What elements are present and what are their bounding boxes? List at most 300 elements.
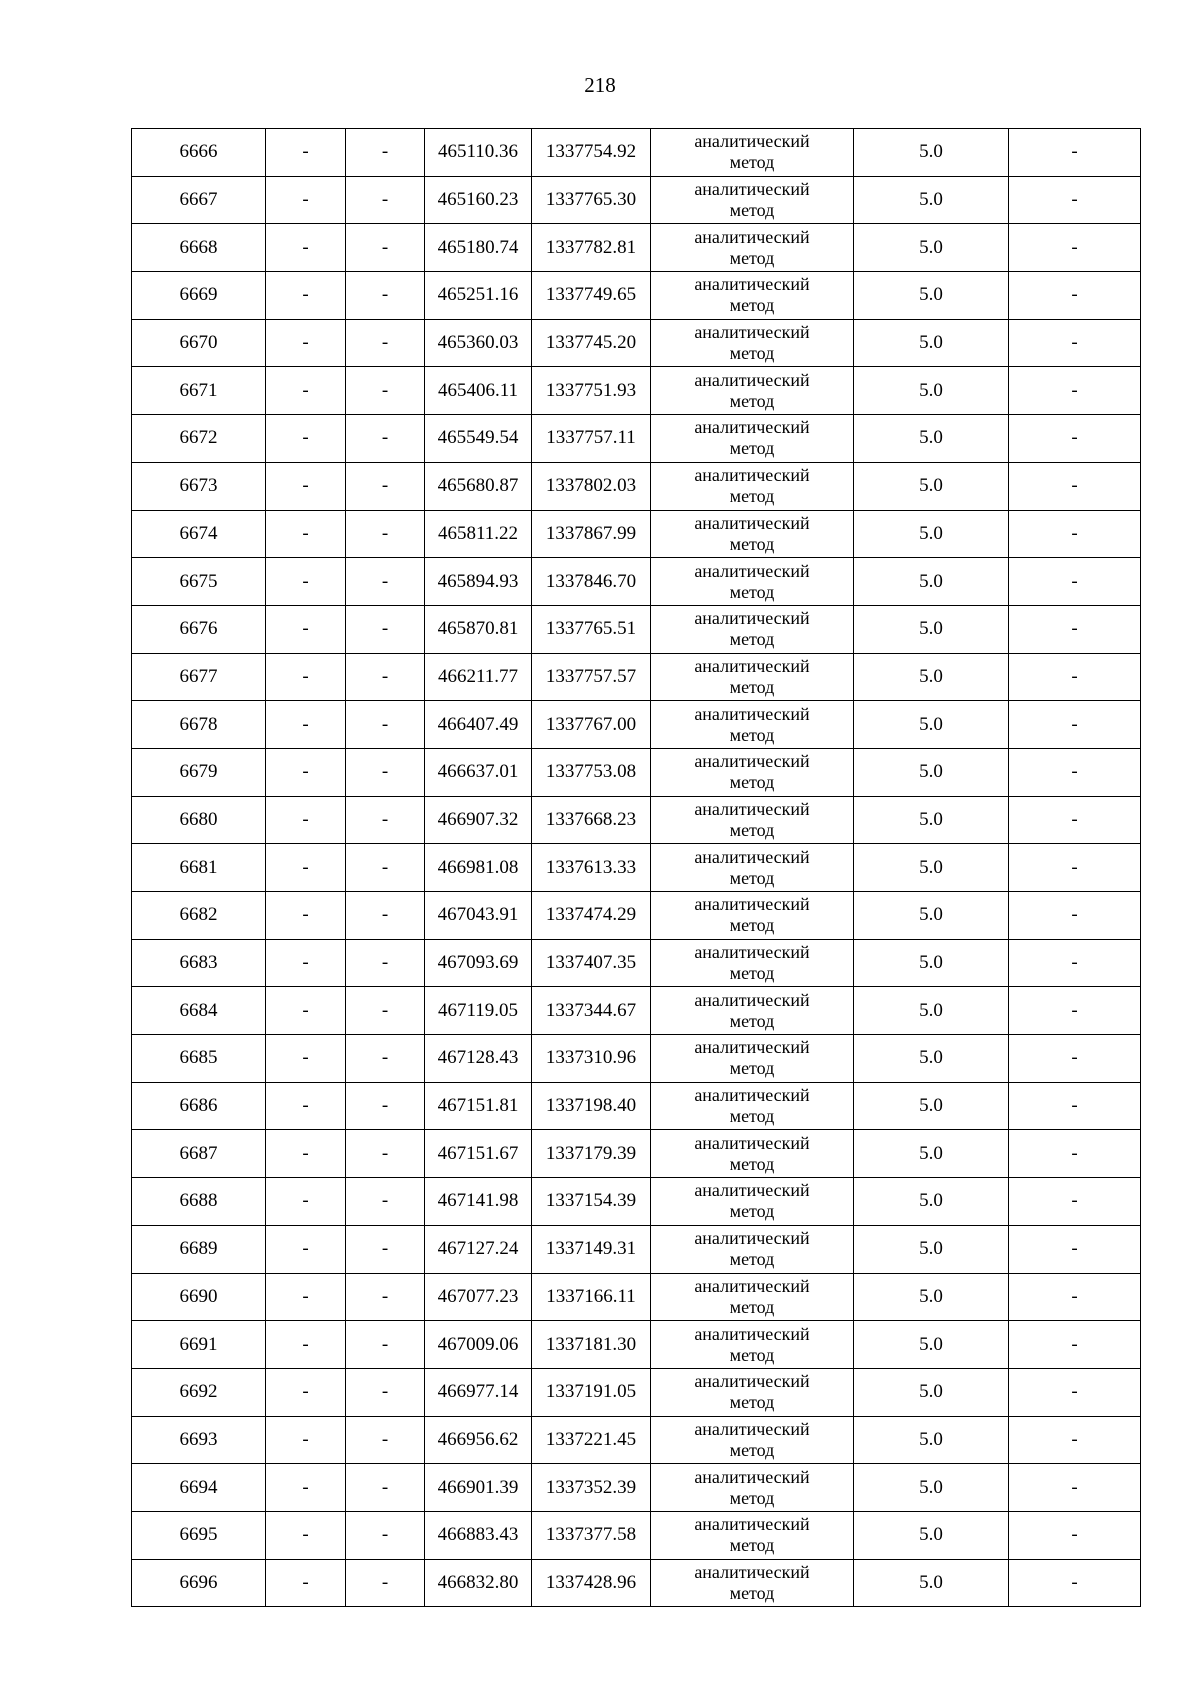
method-line: аналитический <box>694 846 810 867</box>
accuracy-cell: 5.0 <box>854 415 1009 463</box>
method-line: метод <box>729 629 775 650</box>
method-line: метод <box>729 581 775 602</box>
method-cell <box>651 1178 854 1226</box>
method-line: аналитический <box>694 1561 810 1582</box>
dash-cell: - <box>266 1368 346 1416</box>
table-row <box>132 605 1141 653</box>
x-coordinate-cell: 465110.36 <box>425 129 532 177</box>
dash-cell: - <box>266 796 346 844</box>
x-coordinate-cell: 465549.54 <box>425 415 532 463</box>
dash-cell: - <box>266 367 346 415</box>
accuracy-cell: 5.0 <box>854 939 1009 987</box>
dash-cell: - <box>266 844 346 892</box>
method-line: метод <box>729 1344 775 1365</box>
method-cell <box>651 1511 854 1559</box>
point-number-cell: 6667 <box>132 176 266 224</box>
x-coordinate-cell: 466981.08 <box>425 844 532 892</box>
dash-cell: - <box>1009 415 1141 463</box>
x-coordinate-cell: 467128.43 <box>425 1035 532 1083</box>
table-row <box>132 415 1141 463</box>
dash-cell: - <box>266 224 346 272</box>
point-number-cell: 6676 <box>132 605 266 653</box>
dash-cell: - <box>1009 844 1141 892</box>
dash-cell: - <box>266 129 346 177</box>
method-line: метод <box>729 676 775 697</box>
x-coordinate-cell: 465680.87 <box>425 462 532 510</box>
dash-cell: - <box>1009 1321 1141 1369</box>
method-line: метод <box>729 200 775 221</box>
method-cell <box>651 939 854 987</box>
method-line: аналитический <box>694 1371 810 1392</box>
y-coordinate-cell: 1337154.39 <box>532 1178 651 1226</box>
dash-cell: - <box>346 892 425 940</box>
table-row <box>132 796 1141 844</box>
accuracy-cell: 5.0 <box>854 653 1009 701</box>
x-coordinate-cell: 466407.49 <box>425 701 532 749</box>
method-line: метод <box>729 724 775 745</box>
dash-cell: - <box>1009 1225 1141 1273</box>
point-number-cell: 6692 <box>132 1368 266 1416</box>
method-line: аналитический <box>694 703 810 724</box>
accuracy-cell: 5.0 <box>854 1464 1009 1512</box>
y-coordinate-cell: 1337757.57 <box>532 653 651 701</box>
method-line: аналитический <box>694 560 810 581</box>
dash-cell: - <box>266 1130 346 1178</box>
point-number-cell: 6668 <box>132 224 266 272</box>
dash-cell: - <box>266 462 346 510</box>
y-coordinate-cell: 1337474.29 <box>532 892 651 940</box>
dash-cell: - <box>346 605 425 653</box>
dash-cell: - <box>1009 510 1141 558</box>
accuracy-cell: 5.0 <box>854 796 1009 844</box>
accuracy-cell: 5.0 <box>854 1321 1009 1369</box>
method-line: метод <box>729 1487 775 1508</box>
accuracy-cell: 5.0 <box>854 1130 1009 1178</box>
accuracy-cell: 5.0 <box>854 129 1009 177</box>
method-line: метод <box>729 486 775 507</box>
method-cell <box>651 1035 854 1083</box>
method-cell <box>651 748 854 796</box>
dash-cell: - <box>346 1559 425 1607</box>
y-coordinate-cell: 1337767.00 <box>532 701 651 749</box>
method-cell <box>651 1321 854 1369</box>
accuracy-cell: 5.0 <box>854 748 1009 796</box>
method-line: метод <box>729 1392 775 1413</box>
table-row <box>132 367 1141 415</box>
accuracy-cell: 5.0 <box>854 1225 1009 1273</box>
table-row <box>132 1368 1141 1416</box>
method-line: аналитический <box>694 1132 810 1153</box>
table-row <box>132 1416 1141 1464</box>
method-line: аналитический <box>694 1037 810 1058</box>
x-coordinate-cell: 465251.16 <box>425 272 532 320</box>
dash-cell: - <box>1009 1178 1141 1226</box>
dash-cell: - <box>1009 605 1141 653</box>
accuracy-cell: 5.0 <box>854 1368 1009 1416</box>
y-coordinate-cell: 1337198.40 <box>532 1082 651 1130</box>
point-number-cell: 6695 <box>132 1511 266 1559</box>
dash-cell: - <box>1009 462 1141 510</box>
coordinates-table <box>131 128 1141 1607</box>
point-number-cell: 6675 <box>132 558 266 606</box>
accuracy-cell: 5.0 <box>854 1416 1009 1464</box>
dash-cell: - <box>266 1511 346 1559</box>
dash-cell: - <box>266 748 346 796</box>
table-row <box>132 1130 1141 1178</box>
method-cell <box>651 367 854 415</box>
x-coordinate-cell: 466901.39 <box>425 1464 532 1512</box>
accuracy-cell: 5.0 <box>854 1035 1009 1083</box>
y-coordinate-cell: 1337181.30 <box>532 1321 651 1369</box>
method-line: метод <box>729 533 775 554</box>
method-line: аналитический <box>694 369 810 390</box>
x-coordinate-cell: 466211.77 <box>425 653 532 701</box>
x-coordinate-cell: 466907.32 <box>425 796 532 844</box>
y-coordinate-cell: 1337166.11 <box>532 1273 651 1321</box>
method-cell <box>651 510 854 558</box>
point-number-cell: 6696 <box>132 1559 266 1607</box>
x-coordinate-cell: 467077.23 <box>425 1273 532 1321</box>
point-number-cell: 6671 <box>132 367 266 415</box>
table-row <box>132 1321 1141 1369</box>
y-coordinate-cell: 1337179.39 <box>532 1130 651 1178</box>
dash-cell: - <box>1009 1559 1141 1607</box>
method-line: аналитический <box>694 655 810 676</box>
dash-cell: - <box>1009 319 1141 367</box>
table-row <box>132 510 1141 558</box>
method-cell <box>651 1273 854 1321</box>
method-line: аналитический <box>694 608 810 629</box>
method-line: метод <box>729 390 775 411</box>
point-number-cell: 6681 <box>132 844 266 892</box>
y-coordinate-cell: 1337407.35 <box>532 939 651 987</box>
dash-cell: - <box>266 272 346 320</box>
dash-cell: - <box>346 462 425 510</box>
dash-cell: - <box>266 701 346 749</box>
point-number-cell: 6694 <box>132 1464 266 1512</box>
dash-cell: - <box>346 748 425 796</box>
y-coordinate-cell: 1337753.08 <box>532 748 651 796</box>
method-cell <box>651 415 854 463</box>
dash-cell: - <box>266 1178 346 1226</box>
method-cell <box>651 1082 854 1130</box>
x-coordinate-cell: 466956.62 <box>425 1416 532 1464</box>
dash-cell: - <box>346 701 425 749</box>
dash-cell: - <box>1009 796 1141 844</box>
method-line: метод <box>729 772 775 793</box>
method-line: аналитический <box>694 322 810 343</box>
point-number-cell: 6674 <box>132 510 266 558</box>
accuracy-cell: 5.0 <box>854 892 1009 940</box>
table-row <box>132 892 1141 940</box>
accuracy-cell: 5.0 <box>854 224 1009 272</box>
dash-cell: - <box>346 1416 425 1464</box>
dash-cell: - <box>346 1511 425 1559</box>
dash-cell: - <box>1009 1035 1141 1083</box>
dash-cell: - <box>346 653 425 701</box>
dash-cell: - <box>1009 748 1141 796</box>
x-coordinate-cell: 466977.14 <box>425 1368 532 1416</box>
table-row <box>132 1464 1141 1512</box>
dash-cell: - <box>346 1225 425 1273</box>
method-line: метод <box>729 1201 775 1222</box>
dash-cell: - <box>346 1130 425 1178</box>
y-coordinate-cell: 1337765.51 <box>532 605 651 653</box>
x-coordinate-cell: 467141.98 <box>425 1178 532 1226</box>
method-cell <box>651 224 854 272</box>
method-cell <box>651 605 854 653</box>
accuracy-cell: 5.0 <box>854 701 1009 749</box>
dash-cell: - <box>346 1178 425 1226</box>
method-line: метод <box>729 1153 775 1174</box>
dash-cell: - <box>346 987 425 1035</box>
accuracy-cell: 5.0 <box>854 1511 1009 1559</box>
x-coordinate-cell: 467151.67 <box>425 1130 532 1178</box>
dash-cell: - <box>346 224 425 272</box>
method-line: метод <box>729 343 775 364</box>
y-coordinate-cell: 1337613.33 <box>532 844 651 892</box>
dash-cell: - <box>346 272 425 320</box>
y-coordinate-cell: 1337310.96 <box>532 1035 651 1083</box>
table-row <box>132 653 1141 701</box>
dash-cell: - <box>266 1082 346 1130</box>
point-number-cell: 6688 <box>132 1178 266 1226</box>
method-line: метод <box>729 1582 775 1603</box>
dash-cell: - <box>266 653 346 701</box>
dash-cell: - <box>346 796 425 844</box>
dash-cell: - <box>1009 1416 1141 1464</box>
method-line: метод <box>729 1010 775 1031</box>
x-coordinate-cell: 467151.81 <box>425 1082 532 1130</box>
y-coordinate-cell: 1337377.58 <box>532 1511 651 1559</box>
dash-cell: - <box>1009 1273 1141 1321</box>
accuracy-cell: 5.0 <box>854 987 1009 1035</box>
dash-cell: - <box>346 1321 425 1369</box>
dash-cell: - <box>266 605 346 653</box>
x-coordinate-cell: 466883.43 <box>425 1511 532 1559</box>
x-coordinate-cell: 467043.91 <box>425 892 532 940</box>
point-number-cell: 6685 <box>132 1035 266 1083</box>
y-coordinate-cell: 1337745.20 <box>532 319 651 367</box>
dash-cell: - <box>266 1416 346 1464</box>
method-line: метод <box>729 819 775 840</box>
table-row <box>132 1559 1141 1607</box>
y-coordinate-cell: 1337344.67 <box>532 987 651 1035</box>
dash-cell: - <box>346 367 425 415</box>
dash-cell: - <box>346 939 425 987</box>
table-row <box>132 558 1141 606</box>
point-number-cell: 6678 <box>132 701 266 749</box>
x-coordinate-cell: 465811.22 <box>425 510 532 558</box>
table-row <box>132 1225 1141 1273</box>
point-number-cell: 6669 <box>132 272 266 320</box>
dash-cell: - <box>266 1321 346 1369</box>
dash-cell: - <box>266 176 346 224</box>
method-line: аналитический <box>694 1085 810 1106</box>
method-cell <box>651 462 854 510</box>
dash-cell: - <box>266 892 346 940</box>
table-row <box>132 224 1141 272</box>
method-line: аналитический <box>694 131 810 152</box>
y-coordinate-cell: 1337221.45 <box>532 1416 651 1464</box>
point-number-cell: 6691 <box>132 1321 266 1369</box>
x-coordinate-cell: 467009.06 <box>425 1321 532 1369</box>
method-line: метод <box>729 247 775 268</box>
method-line: метод <box>729 915 775 936</box>
dash-cell: - <box>266 1035 346 1083</box>
accuracy-cell: 5.0 <box>854 367 1009 415</box>
y-coordinate-cell: 1337352.39 <box>532 1464 651 1512</box>
method-line: метод <box>729 1249 775 1270</box>
method-line: метод <box>729 867 775 888</box>
dash-cell: - <box>1009 129 1141 177</box>
method-line: аналитический <box>694 894 810 915</box>
table-row <box>132 844 1141 892</box>
dash-cell: - <box>1009 987 1141 1035</box>
dash-cell: - <box>1009 272 1141 320</box>
point-number-cell: 6687 <box>132 1130 266 1178</box>
dash-cell: - <box>346 129 425 177</box>
y-coordinate-cell: 1337757.11 <box>532 415 651 463</box>
method-line: аналитический <box>694 1323 810 1344</box>
table-row <box>132 1178 1141 1226</box>
method-line: метод <box>729 152 775 173</box>
method-line: аналитический <box>694 512 810 533</box>
method-cell <box>651 796 854 844</box>
point-number-cell: 6684 <box>132 987 266 1035</box>
x-coordinate-cell: 465894.93 <box>425 558 532 606</box>
dash-cell: - <box>266 1559 346 1607</box>
y-coordinate-cell: 1337749.65 <box>532 272 651 320</box>
method-line: аналитический <box>694 1275 810 1296</box>
x-coordinate-cell: 465406.11 <box>425 367 532 415</box>
method-cell <box>651 558 854 606</box>
method-line: метод <box>729 295 775 316</box>
method-line: метод <box>729 1535 775 1556</box>
y-coordinate-cell: 1337765.30 <box>532 176 651 224</box>
y-coordinate-cell: 1337428.96 <box>532 1559 651 1607</box>
point-number-cell: 6689 <box>132 1225 266 1273</box>
method-line: аналитический <box>694 798 810 819</box>
method-line: аналитический <box>694 1180 810 1201</box>
table-body <box>132 129 1141 1607</box>
dash-cell: - <box>1009 939 1141 987</box>
dash-cell: - <box>1009 1511 1141 1559</box>
point-number-cell: 6682 <box>132 892 266 940</box>
accuracy-cell: 5.0 <box>854 605 1009 653</box>
table-row <box>132 272 1141 320</box>
table-row <box>132 939 1141 987</box>
table-row <box>132 1511 1141 1559</box>
method-line: метод <box>729 1296 775 1317</box>
method-line: метод <box>729 1058 775 1079</box>
point-number-cell: 6677 <box>132 653 266 701</box>
method-line: аналитический <box>694 1466 810 1487</box>
dash-cell: - <box>346 415 425 463</box>
dash-cell: - <box>1009 1082 1141 1130</box>
method-cell <box>651 844 854 892</box>
dash-cell: - <box>1009 701 1141 749</box>
y-coordinate-cell: 1337754.92 <box>532 129 651 177</box>
dash-cell: - <box>266 1225 346 1273</box>
dash-cell: - <box>346 176 425 224</box>
y-coordinate-cell: 1337751.93 <box>532 367 651 415</box>
point-number-cell: 6672 <box>132 415 266 463</box>
method-line: метод <box>729 438 775 459</box>
point-number-cell: 6673 <box>132 462 266 510</box>
method-cell <box>651 1416 854 1464</box>
y-coordinate-cell: 1337846.70 <box>532 558 651 606</box>
method-line: аналитический <box>694 274 810 295</box>
point-number-cell: 6686 <box>132 1082 266 1130</box>
accuracy-cell: 5.0 <box>854 319 1009 367</box>
method-cell <box>651 701 854 749</box>
dash-cell: - <box>346 319 425 367</box>
x-coordinate-cell: 466637.01 <box>425 748 532 796</box>
y-coordinate-cell: 1337867.99 <box>532 510 651 558</box>
method-line: аналитический <box>694 1514 810 1535</box>
table-row <box>132 701 1141 749</box>
method-cell <box>651 1464 854 1512</box>
dash-cell: - <box>346 1035 425 1083</box>
method-line: аналитический <box>694 417 810 438</box>
dash-cell: - <box>266 319 346 367</box>
accuracy-cell: 5.0 <box>854 176 1009 224</box>
x-coordinate-cell: 465360.03 <box>425 319 532 367</box>
method-line: аналитический <box>694 1418 810 1439</box>
dash-cell: - <box>346 510 425 558</box>
table-row <box>132 987 1141 1035</box>
method-line: аналитический <box>694 751 810 772</box>
dash-cell: - <box>1009 1130 1141 1178</box>
method-cell <box>651 1368 854 1416</box>
dash-cell: - <box>266 1464 346 1512</box>
point-number-cell: 6680 <box>132 796 266 844</box>
dash-cell: - <box>1009 367 1141 415</box>
method-cell <box>651 272 854 320</box>
dash-cell: - <box>266 939 346 987</box>
x-coordinate-cell: 466832.80 <box>425 1559 532 1607</box>
accuracy-cell: 5.0 <box>854 272 1009 320</box>
method-line: метод <box>729 1439 775 1460</box>
dash-cell: - <box>266 1273 346 1321</box>
dash-cell: - <box>346 558 425 606</box>
table-row <box>132 1082 1141 1130</box>
point-number-cell: 6693 <box>132 1416 266 1464</box>
dash-cell: - <box>1009 558 1141 606</box>
method-line: аналитический <box>694 989 810 1010</box>
point-number-cell: 6670 <box>132 319 266 367</box>
x-coordinate-cell: 467119.05 <box>425 987 532 1035</box>
method-line: метод <box>729 963 775 984</box>
table-row <box>132 129 1141 177</box>
method-cell <box>651 987 854 1035</box>
method-cell <box>651 1225 854 1273</box>
accuracy-cell: 5.0 <box>854 844 1009 892</box>
dash-cell: - <box>1009 892 1141 940</box>
dash-cell: - <box>266 558 346 606</box>
table-row <box>132 748 1141 796</box>
method-line: аналитический <box>694 465 810 486</box>
method-line: аналитический <box>694 1228 810 1249</box>
y-coordinate-cell: 1337782.81 <box>532 224 651 272</box>
point-number-cell: 6679 <box>132 748 266 796</box>
x-coordinate-cell: 465870.81 <box>425 605 532 653</box>
method-cell <box>651 129 854 177</box>
accuracy-cell: 5.0 <box>854 1559 1009 1607</box>
point-number-cell: 6690 <box>132 1273 266 1321</box>
accuracy-cell: 5.0 <box>854 1082 1009 1130</box>
